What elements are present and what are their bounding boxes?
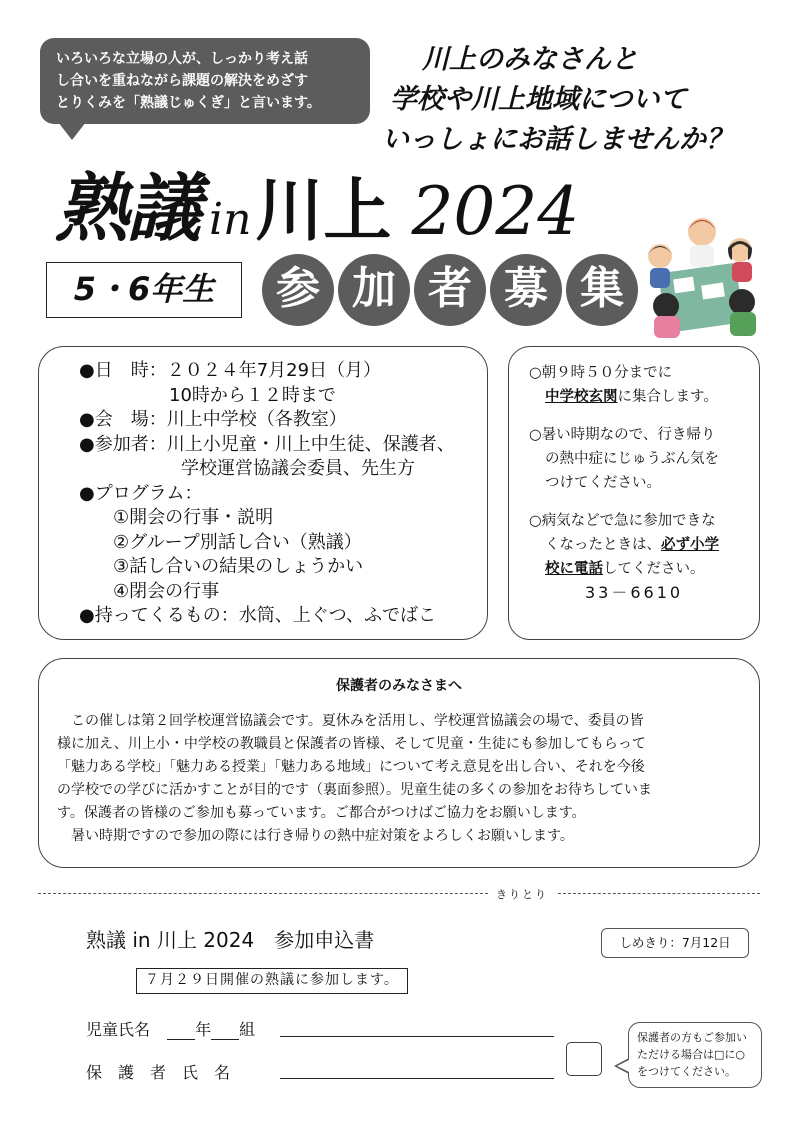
parent-participation-note <box>628 1022 762 1088</box>
phone-number: 33－6610 <box>585 583 684 602</box>
program-item: ①開会の行事・説明 <box>113 507 274 528</box>
bubble-line: し合いを重ねながら課題の解決をめざす <box>56 73 308 89</box>
bring-line: ●持ってくるもの：水筒、上ぐつ、ふでばこ <box>79 605 436 626</box>
cut-line <box>38 886 760 900</box>
class-unit: 組 <box>239 1020 256 1039</box>
recruit-char: 募 <box>490 254 562 326</box>
note-text: ただける場合は□に○ <box>637 1048 745 1061</box>
program-label: ●プログラム： <box>79 482 203 504</box>
note-line: 校に電話してください。 <box>545 561 705 577</box>
bubble-line: とりくみを「熟議じゅくぎ」と言います。 <box>56 95 321 111</box>
recruit-char: 集 <box>566 254 638 326</box>
grade-blank[interactable] <box>167 1022 195 1040</box>
invite-line: いっしょにお話しませんか？ <box>382 124 733 155</box>
parents-line: 様に加え、川上小・中学校の教職員と保護者の皆様、そして児童・生徒にも参加してもらって <box>57 736 646 752</box>
parent-name-field[interactable] <box>280 1078 554 1079</box>
invite-line: 学校や川上地域について <box>390 84 687 115</box>
form-title: 熟議 in 川上 2024 参加申込書 <box>86 928 375 952</box>
child-name-label: 児童氏名 <box>86 1020 151 1039</box>
title-year: 2024 <box>411 173 580 250</box>
child-name-row <box>86 1017 255 1040</box>
parent-name-label: 保護者氏名 <box>86 1063 247 1082</box>
parents-heading: 保護者のみなさまへ <box>336 678 462 694</box>
recruit-char: 参 <box>262 254 334 326</box>
title-main: 熟議 <box>55 166 199 252</box>
note-line: 中学校玄関に集合します。 <box>545 389 718 405</box>
parents-line: この催しは第２回学校運営協議会です。夏休みを活用し、学校運営協議会の場で、委員の皆 <box>57 713 644 729</box>
invitation-text <box>382 40 792 160</box>
program-item: ②グループ別話し合い（熟議） <box>113 531 362 553</box>
grade-unit: 年 <box>195 1020 212 1039</box>
note-text: をつけてください。 <box>637 1065 736 1078</box>
cut-label: きりとり <box>496 888 548 901</box>
notes-box <box>508 346 760 640</box>
note-line: つけてください。 <box>545 475 661 491</box>
note-line: の熱中症にじゅうぶん気を <box>545 451 719 467</box>
grade-label: 5・6年生 <box>46 262 242 318</box>
note-line: ○病気などで急に参加できな <box>529 513 716 529</box>
parents-line: の学校での学びに活かすことが目的です（裏面参照）。児童生徒の多くの参加をお待ちしていま <box>57 782 652 798</box>
parents-message-box <box>38 658 760 868</box>
title-place: 川上 <box>255 172 392 251</box>
parent-participation-checkbox[interactable] <box>566 1042 602 1076</box>
meeting-place: 中学校玄関 <box>545 389 618 405</box>
recruit-char: 者 <box>414 254 486 326</box>
parents-line: 「魅力ある学校」「魅力ある授業」「魅力ある地域」について考え意見を出し合い、それを今後 <box>57 759 645 775</box>
note-text: 保護者の方もご参加い <box>637 1031 747 1044</box>
recruit-banner <box>262 254 638 326</box>
program-item: ④閉会の行事 <box>113 580 220 602</box>
kids-discussion-illustration <box>640 210 760 340</box>
bubble-tail <box>58 122 86 140</box>
participation-statement: ７月２９日開催の熟議に参加します。 <box>136 968 408 994</box>
parents-line: 暑い時期ですので参加の際には行き帰りの熱中症対策をよろしくお願いします。 <box>57 828 574 844</box>
participants-line: ●参加者：川上小児童・川上中生徒、保護者、 <box>79 433 455 455</box>
time-line: 10時から１２時まで <box>169 384 336 406</box>
parents-line: す。保護者の皆様のご参加も募っています。ご都合がつけばご協力をお願いします。 <box>57 805 586 821</box>
program-item: ③話し合いの結果のしょうかい <box>113 556 364 577</box>
bubble-line: いろいろな立場の人が、しっかり考え話 <box>56 51 308 67</box>
date-line: ●日 時：２０２４年7月29日（月） <box>79 360 382 381</box>
note-line: くなったときは、必ず小学 <box>545 537 719 553</box>
note-line: ○暑い時期なので、行き帰り <box>529 427 716 443</box>
event-title <box>55 150 579 250</box>
event-details-box <box>38 346 488 640</box>
class-blank[interactable] <box>211 1022 239 1040</box>
definition-bubble <box>40 38 370 124</box>
participants-line-2: 学校運営協議会委員、先生方 <box>181 458 415 479</box>
invite-line: 川上のみなさんと <box>422 44 638 75</box>
venue-line: ●会 場：川上中学校（各教室） <box>79 409 347 430</box>
note-line: ○朝９時５０分までに <box>529 365 673 381</box>
deadline-badge: しめきり：7月12日 <box>601 928 749 958</box>
recruit-char: 加 <box>338 254 410 326</box>
title-in: in <box>209 194 252 245</box>
child-name-field[interactable] <box>280 1036 554 1037</box>
